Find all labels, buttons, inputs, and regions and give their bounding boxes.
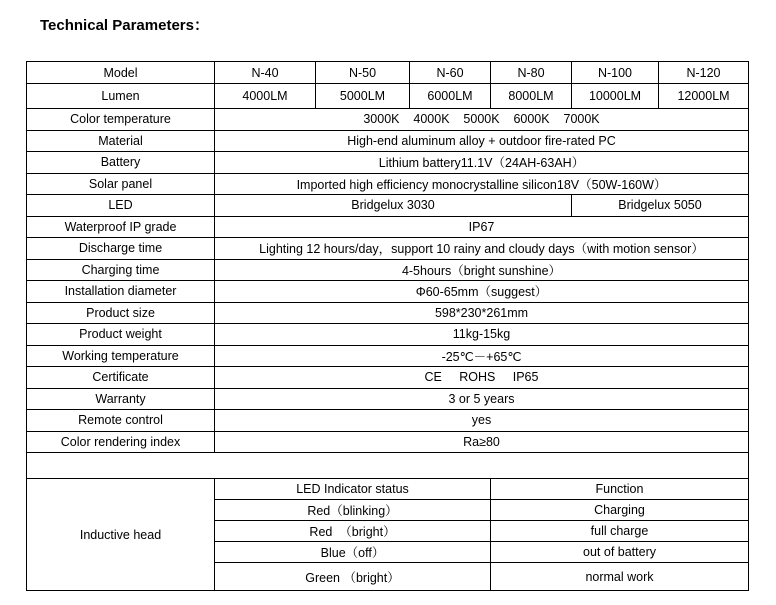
row-value: 11kg-15kg [215, 324, 749, 346]
function-header: Function [491, 479, 749, 500]
row-value: High-end aluminum alloy + outdoor fire-rated PC [215, 130, 749, 152]
row-label: LED [27, 195, 215, 217]
indicator-function: out of battery [491, 542, 749, 563]
table-row [27, 173, 749, 195]
row-value: Lighting 12 hours/day，support 10 rainy and cloudy days（with motion sensor） [215, 238, 749, 260]
row-label: Certificate [27, 367, 215, 389]
spacer-cell [27, 453, 749, 479]
indicator-status: Green （bright） [215, 563, 491, 591]
indicator-function: Charging [491, 500, 749, 521]
inductive-head-label: Inductive head [27, 479, 215, 591]
row-value: Ra≥80 [215, 431, 749, 453]
table-row [27, 345, 749, 367]
table-row [27, 281, 749, 303]
row-value: 3000K 4000K 5000K 6000K 7000K [215, 109, 749, 131]
row-label: Working temperature [27, 345, 215, 367]
table-row [27, 62, 749, 84]
page-title: Technical Parameters： [40, 17, 209, 34]
model-cell: N-60 [410, 62, 491, 84]
row-label: Color rendering index [27, 431, 215, 453]
table-row [27, 410, 749, 432]
row-value: 4-5hours（bright sunshine） [215, 259, 749, 281]
table-row [27, 109, 749, 131]
row-label: Product size [27, 302, 215, 324]
indicator-function: normal work [491, 563, 749, 591]
row-value: Imported high efficiency monocrystalline silicon18V（50W-160W） [215, 173, 749, 195]
row-value: -25℃－+65℃ [215, 345, 749, 367]
table-row [27, 195, 749, 217]
row-label: Warranty [27, 388, 215, 410]
row-label: Material [27, 130, 215, 152]
table-row [27, 259, 749, 281]
row-value: yes [215, 410, 749, 432]
row-label: Color temperature [27, 109, 215, 131]
model-cell: N-120 [659, 62, 749, 84]
row-label: Charging time [27, 259, 215, 281]
lumen-cell: 12000LM [659, 84, 749, 109]
row-label: Installation diameter [27, 281, 215, 303]
table-row [27, 431, 749, 453]
model-cell: N-40 [215, 62, 316, 84]
indicator-status-header: LED Indicator status [215, 479, 491, 500]
lumen-cell: 10000LM [572, 84, 659, 109]
table-row [27, 152, 749, 174]
lumen-cell: 6000LM [410, 84, 491, 109]
indicator-status: Red （bright） [215, 521, 491, 542]
table-row [27, 367, 749, 389]
spec-table [26, 61, 749, 591]
row-value: IP67 [215, 216, 749, 238]
row-label: Model [27, 62, 215, 84]
row-label: Lumen [27, 84, 215, 109]
row-value: Lithium battery11.1V（24AH-63AH） [215, 152, 749, 174]
model-cell: N-80 [491, 62, 572, 84]
row-label: Product weight [27, 324, 215, 346]
table-row [27, 388, 749, 410]
table-row [27, 302, 749, 324]
indicator-status: Red（blinking） [215, 500, 491, 521]
row-value: 598*230*261mm [215, 302, 749, 324]
row-label: Remote control [27, 410, 215, 432]
table-row [27, 324, 749, 346]
model-cell: N-100 [572, 62, 659, 84]
table-row [27, 216, 749, 238]
lumen-cell: 8000LM [491, 84, 572, 109]
table-row [27, 238, 749, 260]
lumen-cell: 5000LM [316, 84, 410, 109]
table-row [27, 84, 749, 109]
row-value: Φ60-65mm（suggest） [215, 281, 749, 303]
table-row [27, 479, 749, 500]
table-row [27, 130, 749, 152]
spacer-row [27, 453, 749, 479]
row-label: Discharge time [27, 238, 215, 260]
lumen-cell: 4000LM [215, 84, 316, 109]
row-label: Solar panel [27, 173, 215, 195]
row-value: Bridgelux 3030 [215, 195, 572, 217]
row-value: Bridgelux 5050 [572, 195, 749, 217]
model-cell: N-50 [316, 62, 410, 84]
indicator-function: full charge [491, 521, 749, 542]
row-label: Waterproof IP grade [27, 216, 215, 238]
indicator-status: Blue（off） [215, 542, 491, 563]
row-label: Battery [27, 152, 215, 174]
row-value: CE ROHS IP65 [215, 367, 749, 389]
row-value: 3 or 5 years [215, 388, 749, 410]
